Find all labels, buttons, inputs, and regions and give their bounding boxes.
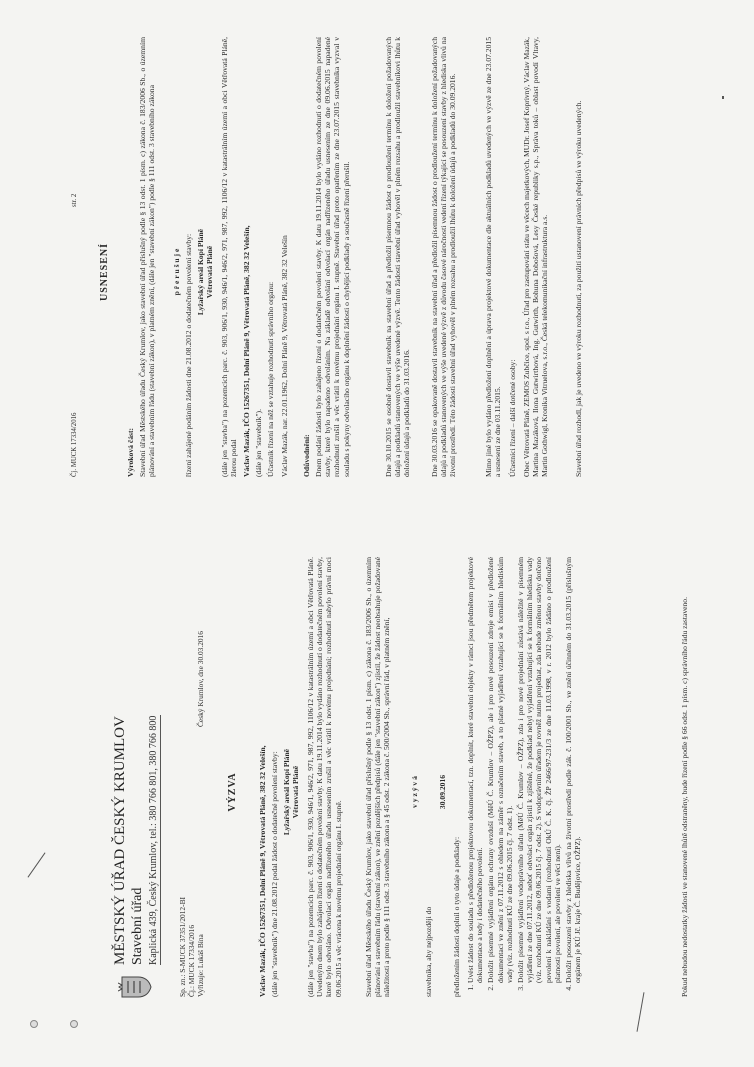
file-number: Sp. zn.: S-MUCK 37351/2012-BI [178,897,187,997]
reasoning-paragraph: Dnem podání žádosti bylo zahájeno řízení o dodatečném povolení stavby. K datu 19.11.2014 bylo vydáno rozhodnutí o dodatečném povolení stavby, které bylo napadeno odvoláním. Na základě odvolání odvolací orgán nadřízeného úřadu usnesením ze dne 09.06.2015 napadené rozhodnutí zrušil a věc vrátil k novému projednání orgánu I. stupně. Stavební úřad proto opatřením ze dne 23.07.2015 stavebníka vyzval v souladu s pokyny odvolacího orgánu k doplnění žádosti o chybějící podklady a současně řízení přerušil. [314,37,351,477]
usneseni-title: USNESENÍ [99,242,110,302]
footer-note: Pokud nebudou nedostatky žádosti ve stanovené lhůtě odstraněny, bude řízení podle § 66 odst. 1 písm. c) správního řádu zastaveno. [680,597,689,997]
parcels-paragraph: (dále jen "stavba") na pozemcích parc. č. 903, 906/1, 930, 946/1, 946/2, 971, 987, 992, 1106/12 v katastrálním území a obci Větřovatá Pláně. Uvedeným dnem bylo zahájeno řízení o dodatečném povolení stavby. K datu 19.11.2014 bylo vydáno rozhodnutí o dodatečném povolení stavby, které bylo odvoláno. Odvolací orgán nadřízeného úřadu usnesením zrušil a věc vrátil k novému projednání; rozhodnutí nabylo právní moci 09.06.2015 a věc vrácena k novému projednání orgánu I. stupně. [306,557,343,997]
handled-by: Vyřizuje: Lukáš Bína [196,934,205,997]
document-title: VÝZVA [227,772,238,812]
header-rule [160,715,161,965]
applicant-note: (dále jen "stavebník") dne 21.08.2012 podal žádost o dodatečné povolení stavby: [270,751,279,997]
verdict-text: Stavební úřad Městského úřadu Český Krumlov, jako stavební úřad příslušný podle § 13 odst. 1 písm. c) zákona č. 183/2006 Sb., o územním plánování a stavebním řádu (stavební zákon), v platném znění, (dále jen "stavební zákon") podle § 111 odst. 3 stavebního zákona [138,37,157,477]
reasoning-paragraph: Mimo jiné bylo vydáno předložení doplnění a úprava projektové dokumentace dle aktuálních podkladů uvedených ve výzvě ze dne 23.07.2015 a usnesení ze dne 03.11.2015. [484,37,503,477]
page-number: str. 2 [71,193,78,207]
proceedings-text: řízení zahájené podáním žádosti dne 21.08.2012 o dodatečném povolení stavby: [184,233,193,477]
building-location: Větrovatá Pláně [205,245,214,299]
page-vyzva [0,557,754,1027]
town-crest-icon [118,975,152,999]
page-reference: Čj. MUCK 17334/2016 [71,412,78,477]
reasoning-label: Odůvodnění: [302,434,311,477]
place-date: Český Krumlov, dne 30.03.2016 [196,630,205,727]
requirement-item: 4. Doložit posouzení stavby z hlediska vlivů na životní prostředí podle zák. č. 100/2001 Sb., ve znění účinném do 31.03.2015 (příslušným orgánem je KÚ Jč. kraje Č. Budějovice, OŽPZ). [564,557,582,983]
office-name: MĚSTSKÝ ÚŘAD ČESKÝ KRUMLOV [112,716,128,965]
requirements-list [466,557,584,997]
requirement-item: 3. Doložit písemné vyjádření vodoprávního úřadu (MěÚ Č. Krumlov – OŽPZ), zda i pro nové projednání zůstává náležité v písemném vyjádření ze dne 07.11.2012, neboť odvolací orgán zjistil k zjištěné, že podklad nebyl vyjádření vztahující se k formálním hledisku vady (viz. rozhodnutí KÚ ze dne 09.06.2015 čj. 7 odst. 2). S vodoprávním úřadem je rovněž nutno projednat, zda nebude změnou stavby dotčeno povolení k nakládání s vodami (rozhodnutí OkÚ Č. K. čj. ŽP 2466/97-231/3 ze dne 11.03.1998, v r. 2012 bylo žádáno o prodloužení platnosti povolení, ale povolení ve věci není). [516,557,562,983]
requirement-item: 2. Doložit písemné vyjádření orgánu ochrany ovzduší (MěÚ Č. Krumlov – OŽPZ), ale i pro nové posouzení zdroje emisí v předložené dokumentaci ve znění z 07.11.2012 s ohledem na záměr s označením staveb, a to platné vyjádření vztahující se k formálním hlediskům vady (viz. rozhodnutí KÚ ze dne 09.06.2015 čj. 7 odst. 1). [486,557,514,983]
building-name: Lyžařský areál Kopí Pláně [196,228,205,316]
intro-paragraph: Stavební úřad Městského úřadu Český Krumlov, jako stavební úřad příslušný podle § 13 odst. 1 písm. c) zákona č. 183/2006 Sb., o územním plánování a stavebním řádu (stavební zákon), ve znění pozdějších předpisů (dále jen "stavební zákon") zjistil, že žádost neobsahuje požadované náležitosti a proto podle § 111 odst. 3 stavebního zákona a § 45 odst. 2 zákona č. 500/2004 Sb., správní řád, v platném znění, [364,557,392,997]
vyzyva-word: v y z ý v á [410,776,419,808]
deadline-label: stavebníka, aby nejpozději do [424,906,433,997]
participant-label: Účastník řízení na něž se vztahuje rozhodnutí správního orgánu: [266,281,275,477]
file-meta [178,797,205,997]
requirements-intro: předložením žádosti doplnil o tyto údaje a podklady: [452,836,461,997]
requirement-item: 1. Uvést žádost do souladu s předloženou projektovou dokumentací, tzn. doplnit, které stavební objekty v rámci jsou předmětem projektové dokumentace a tedy i dodatečného povolení. [466,557,484,983]
office-address: Kaplická 439, Český Krumlov, tel.: 380 766 801, 380 766 800 [148,715,159,965]
participants-text: Obec Větrovatá Pláně, ZEMOS Zubčice, spol. s r.o., Úřad pro zastupování státu ve věcech majetkových, MUDr. Josef Koprivný, Václav Mazák, Martina Mazáková, Ilona Gutwirthová, Ing. Gutwirth, Bohuna Dobošová, Lesy České republiky s.p., Správa toků – oblast povodí Vltavy, Martin Gothwigl, Kronika Vitruelova, s.r.o., Česká telekomunikační infrastruktura a.s. [522,37,550,477]
verdict-label: Výroková část: [126,427,135,477]
office-department: Stavební úřad [130,887,145,965]
deadline-date: 30.09.2016 [438,774,447,810]
page-usneseni [0,37,754,507]
parcels-paragraph: (dále jen "stavba") na pozemcích parc. č. 903, 906/1, 930, 946/1, 946/2, 971, 987, 992, 1106/12 v katastrálním území a obci Větřovatá Pláně, žlerou podal [220,37,239,477]
participant-name: Václav Mazák, nar. 22.01.1962, Dolní Pláně 9, Větrovatá Pláně, 382 32 Velešín [280,235,289,477]
reference-number: Čj.: MUCK 17334/2016 [187,924,196,997]
applicant: Václav Mazák, IČO 15267351, Dolní Pláně 9, Větrovatá Pláně, 382 32 Velešín, [258,745,267,997]
applicant: Václav Mazák, IČO 15267351, Dolní Pláně 9, Větrovatá Pláně, 382 32 Velešín, [242,225,251,477]
reasoning-paragraph: Dne 30.10.2015 se osobně dostavil stavebník na stavební úřad a předložil písemnou žádost o prodloužení termínu k doložení požadovaných údajů a podkladů stanovených ve výše uvedené výzvě. Tento žádosti stavební úřad vyhověl v plném rozsahu a prodloužil stavebníkovi lhůtu k doložení údajů a podkladů do 31.03.2016. [384,37,412,477]
participants-label: Účastníci řízení – další dotčené osoby: [508,359,517,477]
building-name: Lyžařský areál Kopí Pláně [282,748,291,836]
interrupts-word: p ř e r u š u j e [172,248,181,296]
applicant-note: (dále jen "stavebník"). [254,409,263,477]
building-location: Větrovatá Pláně [291,765,300,819]
closing-paragraph: Stavební úřad rozhodl, jak je uvedeno ve výroku rozhodnutí, za použití ustanovení právních předpisů ve výroku uvedených. [574,100,583,477]
reasoning-paragraph: Dne 30.03.2016 se opakovaně dostavil stavebník na stavební úřad a předložil písemnou žádost o prodloužení termínu k doložení požadovaných údajů a podkladů stanovených ve výše uvedené výzvě z důvodu časové náročnosti vedení řízení týkající se posouzení stavby z hlediska vlivů na životní prostředí. Této žádosti stavební úřad vyhověl v plném rozsahu a prodloužil lhůtu k doložení údajů a podkladů do 30.09.2016. [430,37,458,477]
